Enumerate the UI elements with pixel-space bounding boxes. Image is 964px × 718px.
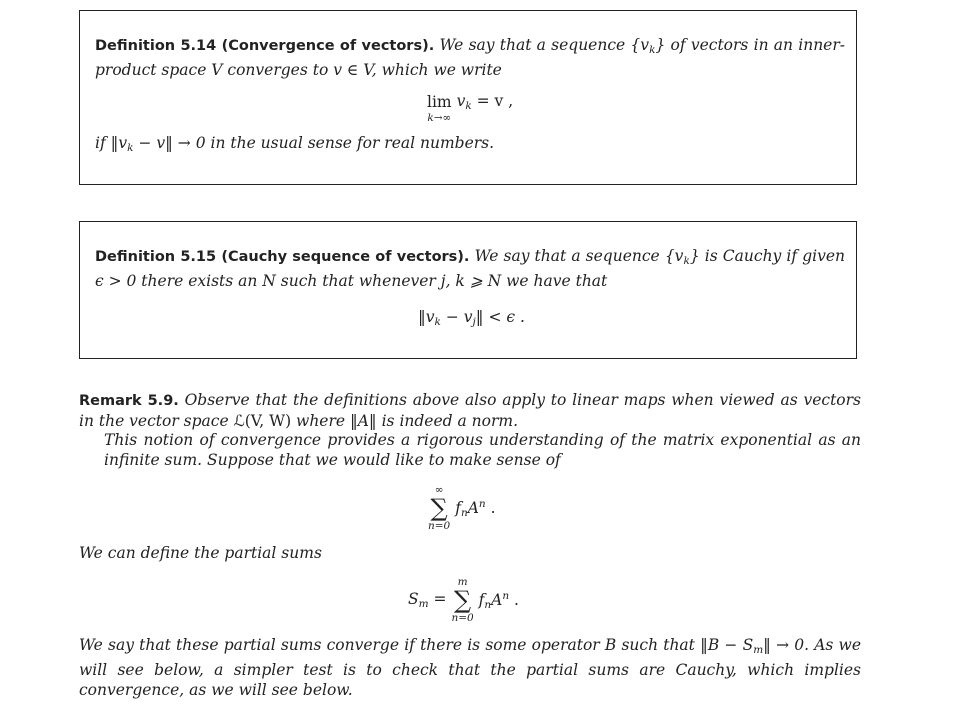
cauchy-subscript-j: j bbox=[472, 316, 476, 328]
series-exponent: n bbox=[478, 497, 486, 510]
remark-p1-space: ℒ(V, W) bbox=[233, 412, 292, 430]
remark-p4-text-a: We say that these partial sums converge if there is some operator B such that ‖B − S bbox=[79, 636, 754, 654]
cauchy-minus: − v bbox=[440, 308, 473, 326]
definition-5-15-text-2: } is Cauchy if given ϵ > 0 there exists an N such that whenever j, k ⩾ N we have that bbox=[95, 247, 845, 290]
definition-5-14-subscript: k bbox=[649, 44, 656, 56]
definition-5-14-box bbox=[79, 10, 857, 185]
partial-sum-operator bbox=[451, 577, 473, 623]
remark-5-9-paragraph-2: This notion of convergence provides a rigorous understanding of the matrix exponential as an infinite sum. Suppose that we would like to make sense of bbox=[104, 431, 861, 469]
partial-sum-period: . bbox=[509, 590, 519, 609]
definition-5-15-equation bbox=[418, 308, 525, 328]
remark-5-9-paragraph-1 bbox=[79, 390, 861, 431]
definition-5-14-equation bbox=[427, 92, 514, 124]
cauchy-subscript-k: k bbox=[434, 316, 441, 328]
partial-sum-equals: = bbox=[428, 590, 452, 608]
definition-5-14-tail bbox=[95, 133, 845, 158]
cauchy-norm-close: ‖ < ϵ . bbox=[475, 308, 525, 326]
partial-sum-subscript: m bbox=[418, 598, 429, 610]
definition-5-14-tail-1: if ‖v bbox=[95, 134, 128, 152]
definition-5-15-box bbox=[79, 221, 857, 359]
partial-sum-coefficient-subscript: n bbox=[484, 598, 492, 611]
limit-operator bbox=[427, 95, 452, 123]
equation-subscript: k bbox=[465, 100, 472, 112]
remark-5-9-paragraph-4 bbox=[79, 635, 861, 700]
partial-sum-symbol: S bbox=[408, 590, 419, 608]
definition-5-14-text-1: We say that a sequence {v bbox=[439, 36, 650, 54]
definition-5-14-tail-subscript: k bbox=[127, 142, 134, 154]
definition-5-15-statement bbox=[95, 246, 845, 291]
sum-operator bbox=[428, 485, 450, 531]
equation-variable: v bbox=[456, 92, 466, 110]
definition-5-15-subscript: k bbox=[683, 255, 690, 267]
equation-rest: = v , bbox=[471, 92, 514, 110]
sum-upper-limit: ∞ bbox=[434, 484, 444, 496]
series-matrix: A bbox=[467, 498, 479, 517]
series-equation bbox=[428, 485, 496, 531]
sum-symbol: ∑ bbox=[430, 493, 448, 522]
partial-sum-equation bbox=[408, 577, 519, 623]
definition-5-15-heading: Definition 5.15 (Cauchy sequence of vectors). bbox=[95, 249, 470, 265]
cauchy-norm-open: ‖v bbox=[418, 308, 435, 326]
remark-p4-text-b: ‖ → 0. As we will see below, a simpler test is to check that the partial sums are Cauchy, which implies convergence, as we will see below. bbox=[79, 636, 861, 699]
partial-sum-sigma: ∑ bbox=[453, 585, 472, 614]
definition-5-14-statement bbox=[95, 35, 845, 80]
definition-5-14-tail-2: − v‖ → 0 in the usual sense for real numbers. bbox=[133, 134, 495, 152]
limit-subscript: k→∞ bbox=[427, 111, 452, 124]
series-coefficient-subscript: n bbox=[460, 506, 468, 519]
partial-sum-coefficient: f bbox=[478, 590, 485, 609]
partial-sum-matrix: A bbox=[491, 590, 503, 609]
series-period: . bbox=[485, 498, 496, 517]
remark-p1-text-a: Observe that the definitions above also apply to linear maps when viewed as vectors in the vector space bbox=[79, 391, 861, 430]
limit-label: lim bbox=[427, 93, 452, 111]
remark-p1-text-b: where ‖A‖ is indeed a norm. bbox=[291, 412, 519, 430]
series-coefficient: f bbox=[455, 498, 461, 517]
remark-5-9-paragraph-3: We can define the partial sums bbox=[79, 544, 322, 562]
remark-p4-subscript: m bbox=[753, 644, 764, 656]
definition-5-15-text-1: We say that a sequence {v bbox=[474, 247, 684, 265]
sum-lower-limit: n=0 bbox=[428, 519, 451, 532]
partial-sum-lower-limit: n=0 bbox=[451, 611, 474, 624]
remark-5-9-heading: Remark 5.9. bbox=[79, 393, 179, 409]
definition-5-14-text-2: } of vectors in an inner-product space V converges to v ∈ V, which we write bbox=[95, 36, 846, 79]
definition-5-14-heading: Definition 5.14 (Convergence of vectors). bbox=[95, 38, 435, 54]
partial-sum-exponent: n bbox=[502, 589, 510, 602]
partial-sum-upper-limit: m bbox=[457, 576, 468, 588]
